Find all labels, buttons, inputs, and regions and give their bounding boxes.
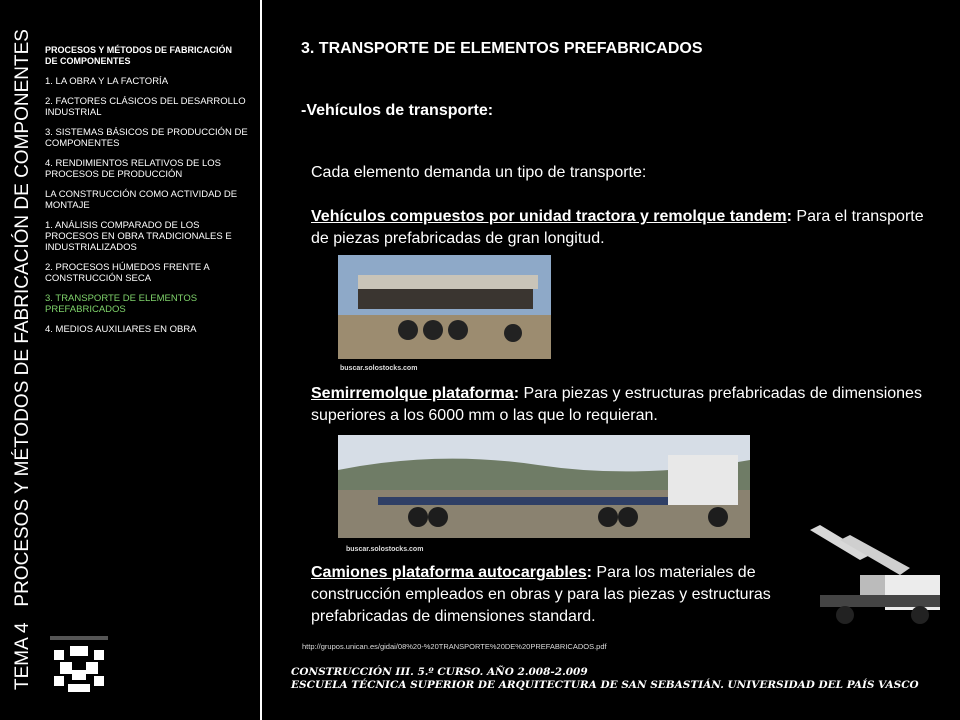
paragraph-autocargables-lead: Camiones plataforma autocargables <box>311 564 587 581</box>
paragraph-semirremolque-text: Para piezas y estructuras prefabricadas de dimensiones superiores a los 6000 mm o las que lo requieran. <box>311 385 922 424</box>
section-subheading: -Vehículos de transporte: <box>301 102 494 119</box>
intro-text: Cada elemento demanda un tipo de transporte: <box>311 164 647 181</box>
photo-caption-1: buscar.solostocks.com <box>340 365 418 372</box>
vertical-title-main: PROCESOS Y MÉTODOS DE FABRICACIÓN DE COMPONENTES <box>12 29 33 607</box>
nav-header-line-2: DE COMPONENTES <box>45 56 131 66</box>
tandem-trailer-photo <box>338 255 551 359</box>
vertical-title-prefix: TEMA 4 <box>12 622 33 690</box>
nav-item-factores-clasicos[interactable]: 2. FACTORES CLÁSICOS DEL DESARROLLO INDUSTRIAL <box>45 96 246 118</box>
source-url-link[interactable]: http://grupos.unican.es/gidai/08%20-%20TRANSPORTE%20DE%20PREFABRICADOS.pdf <box>302 642 607 651</box>
nav-item-medios-auxiliares[interactable]: 4. MEDIOS AUXILIARES EN OBRA <box>45 324 197 335</box>
page-title: 3. TRANSPORTE DE ELEMENTOS PREFABRICADOS <box>301 40 703 57</box>
nav-item-analisis-comparado[interactable]: 1. ANÁLISIS COMPARADO DE LOS PROCESOS EN OBRA TRADICIONALES E INDUSTRIALIZADOS <box>45 220 232 253</box>
paragraph-tractor-tandem-lead: Vehículos compuestos por unidad tractora y remolque tandem <box>311 208 787 225</box>
nav-item-construccion-montaje[interactable]: LA CONSTRUCCIÓN COMO ACTIVIDAD DE MONTAJE <box>45 189 238 211</box>
paragraph-autocargables-text: Para los materiales de construcción empleados en obras y para las piezas y estructuras prefabricadas de dimensiones standard. <box>311 564 771 625</box>
nav-header <box>45 45 250 67</box>
nav-item-sistemas-basicos[interactable]: 3. SISTEMAS BÁSICOS DE PRODUCCIÓN DE COMPONENTES <box>45 127 248 149</box>
paragraph-tractor-tandem <box>311 206 941 250</box>
flatbed-semitrailer-photo <box>338 435 750 538</box>
paragraph-semirremolque <box>311 383 941 427</box>
vertical-divider <box>260 0 262 720</box>
footer <box>291 666 919 692</box>
nav-header-line-1: PROCESOS Y MÉTODOS DE FABRICACIÓN <box>45 45 233 55</box>
university-logo <box>48 636 110 694</box>
footer-course-line: CONSTRUCCIÓN III. 5.º CURSO. AÑO 2.008-2.009 <box>291 666 588 678</box>
nav-item-procesos-humedos[interactable]: 2. PROCESOS HÚMEDOS FRENTE A CONSTRUCCIÓN SECA <box>45 262 210 284</box>
paragraph-tractor-tandem-colon: : <box>786 208 792 225</box>
paragraph-autocargables-colon: : <box>586 564 592 581</box>
vertical-course-title <box>8 30 38 690</box>
nav-item-rendimientos[interactable]: 4. RENDIMIENTOS RELATIVOS DE LOS PROCESOS DE PRODUCCIÓN <box>45 158 221 180</box>
paragraph-semirremolque-colon: : <box>513 385 520 402</box>
paragraph-autocargables <box>311 562 831 628</box>
paragraph-tractor-tandem-text: Para el transporte de piezas prefabricadas de gran longitud. <box>311 208 924 247</box>
nav-item-obra-factoria[interactable]: 1. LA OBRA Y LA FACTORÍA <box>45 76 169 87</box>
sidebar-nav <box>45 45 250 344</box>
crane-truck-photo <box>800 520 950 630</box>
footer-school-line: ESCUELA TÉCNICA SUPERIOR DE ARQUITECTURA DE SAN SEBASTIÁN. UNIVERSIDAD DEL PAÍS VASCO <box>291 679 919 691</box>
photo-caption-2: buscar.solostocks.com <box>346 546 424 553</box>
nav-item-transporte[interactable]: 3. TRANSPORTE DE ELEMENTOS PREFABRICADOS <box>45 293 198 315</box>
paragraph-semirremolque-lead: Semirremolque plataforma <box>311 385 514 402</box>
